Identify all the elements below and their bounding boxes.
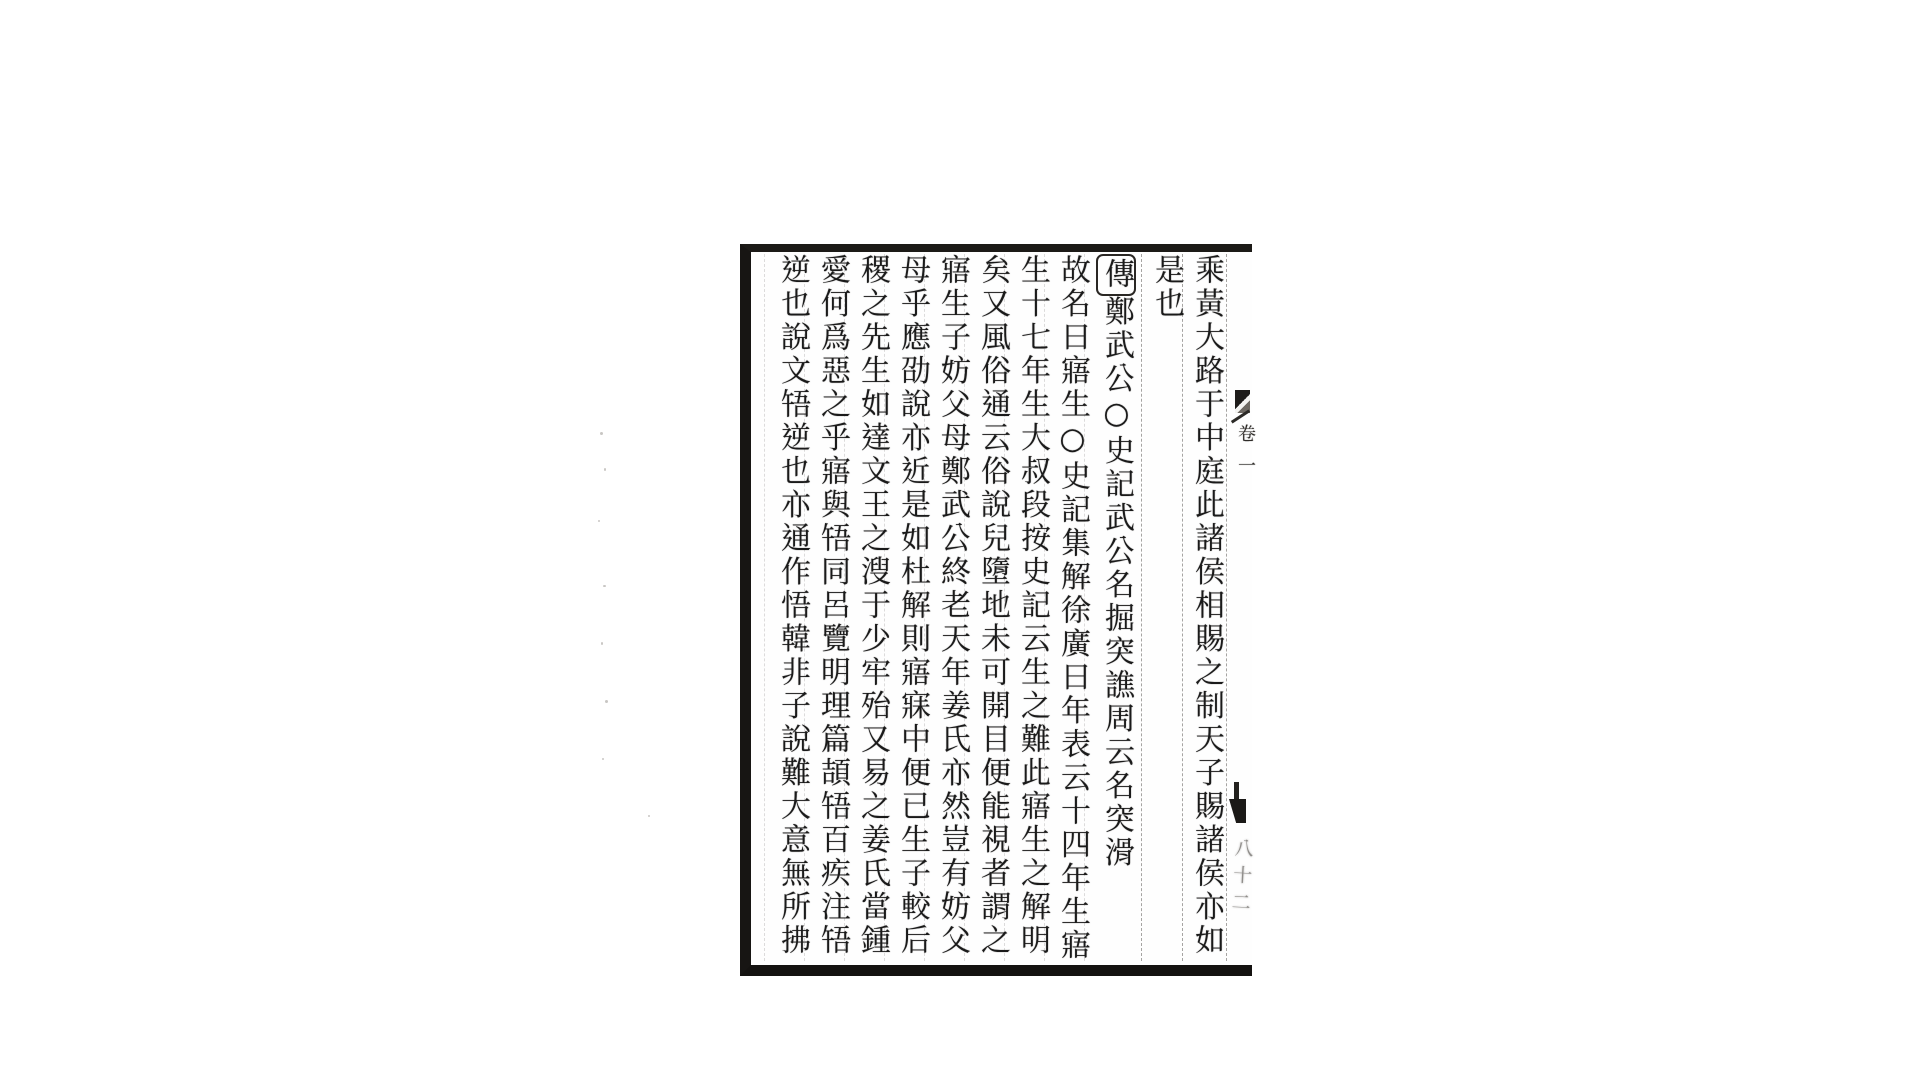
dust-speck (603, 585, 606, 587)
fishtail-wedge-icon (1229, 799, 1246, 823)
dust-speck (602, 758, 604, 760)
text-column-4: 故名曰寤生○史記集解徐廣曰年表云十四年生寤 (1055, 254, 1090, 963)
volume-label: 卷一 (1235, 424, 1256, 488)
column-rule-line (1182, 254, 1183, 961)
text-column-7: 寤生子妨父母鄭武公終老天年姜氏亦然豈有妨父 (935, 254, 970, 958)
dust-speck (598, 520, 600, 522)
column-rule-line (764, 254, 765, 961)
text-column-11: 逆也說文啎逆也亦通作悟韓非子說難大意無所拂 (775, 254, 810, 958)
text-column-3-body: 鄭武公○史記武公名掘突譙周云名突滑 (1099, 295, 1134, 870)
dust-speck (601, 642, 603, 645)
book-page-scan (740, 244, 1256, 976)
text-column-6: 矣又風俗通云俗說兒墮地未可開目便能視者謂之 (975, 254, 1010, 958)
text-column-2: 是也 (1149, 254, 1184, 321)
text-column-8: 母乎應劭說亦近是如杜解則寤寐中便已生子較后 (895, 254, 930, 958)
text-column-9: 稷之先生如達文王之溲于少牢殆又易之姜氏當鍾 (855, 254, 890, 958)
column-rule-line (1141, 254, 1142, 961)
text-column-3 (1092, 254, 1136, 870)
text-column-1: 乘黃大路于中庭此諸侯相賜之制天子賜諸侯亦如 (1189, 254, 1224, 958)
fishtail-mark-lower-icon (1234, 782, 1239, 799)
dust-speck (648, 815, 650, 817)
text-column-5: 生十七年生大叔段按史記云生之難此寤生之解明 (1015, 254, 1050, 958)
text-column-10: 愛何爲惡之乎寤與啎同呂覽明理篇頡啎百疾注啎 (815, 254, 850, 958)
dust-speck (604, 468, 606, 471)
dust-speck (605, 700, 608, 703)
spine-divider-line (1226, 254, 1227, 961)
page-number-label: 八十二 (1227, 837, 1255, 920)
dust-speck (600, 432, 603, 435)
chuan-commentary-marker: 傳 (1096, 254, 1136, 296)
